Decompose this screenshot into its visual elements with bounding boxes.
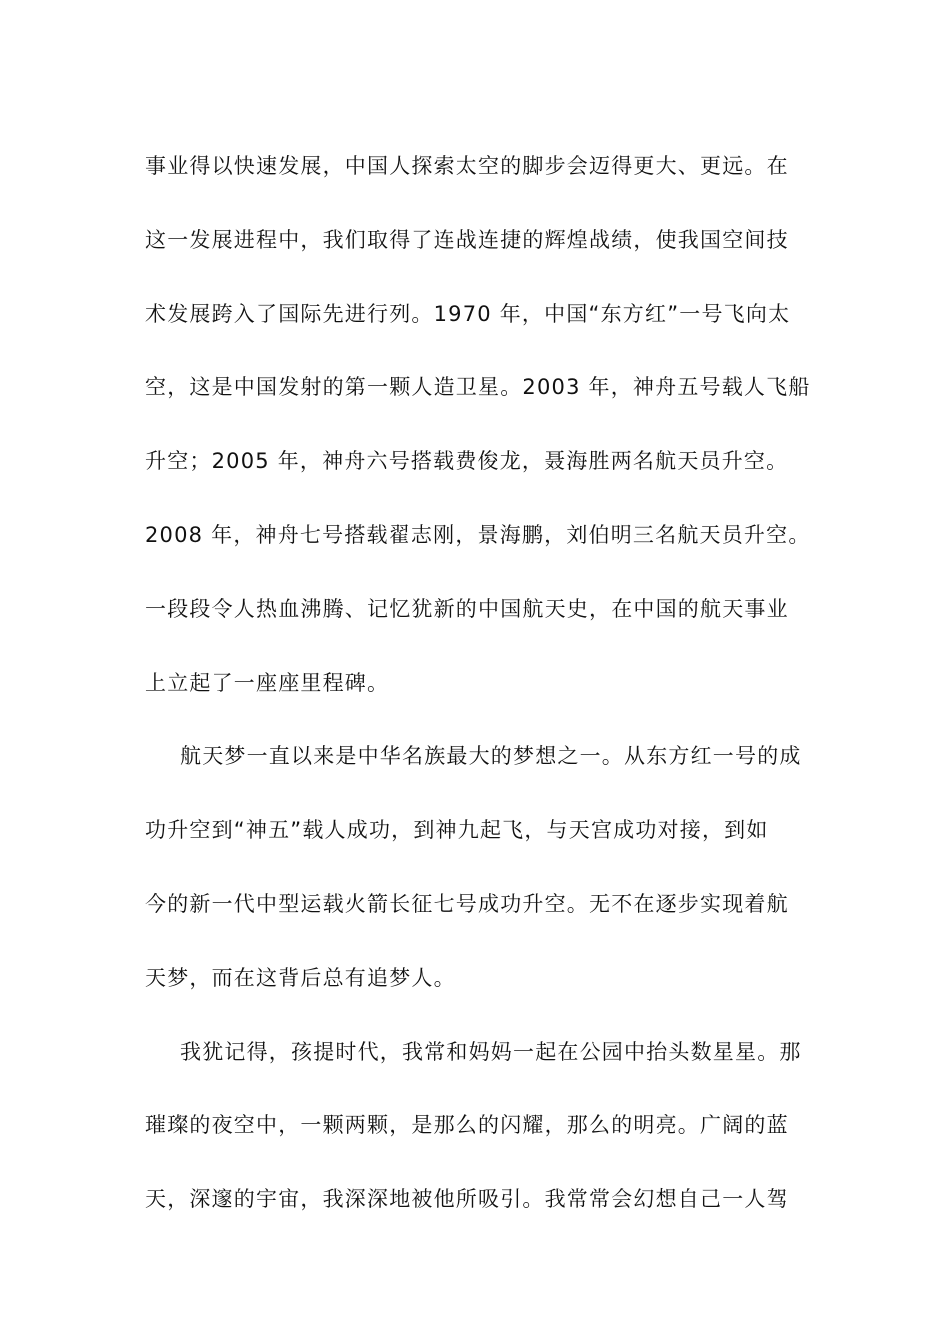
text-line: 璀璨的夜空中，一颗两颗，是那么的闪耀，那么的明亮。广阔的蓝 xyxy=(145,1113,789,1138)
text-line: 术发展跨入了国际先进行列。1970 年，中国“东方红”一号飞向太 xyxy=(145,301,791,326)
text-line: 天梦，而在这背后总有追梦人。 xyxy=(145,965,456,990)
text-line: 上立起了一座座里程碑。 xyxy=(145,670,390,695)
text-line: 今的新一代中型运载火箭长征七号成功升空。无不在逐步实现着航 xyxy=(145,891,789,916)
paragraph-start-line: 我犹记得，孩提时代，我常和妈妈一起在公园中抬头数星星。那 xyxy=(180,1039,802,1064)
paragraph-start-line: 航天梦一直以来是中华名族最大的梦想之一。从东方红一号的成 xyxy=(180,744,802,769)
text-line: 天，深邃的宇宙，我深深地被他所吸引。我常常会幻想自己一人驾 xyxy=(145,1187,789,1212)
text-line: 升空；2005 年，神舟六号搭载费俊龙，聂海胜两名航天员升空。 xyxy=(145,449,789,474)
text-line: 空，这是中国发射的第一颗人造卫星。2003 年，神舟五号载人飞船 xyxy=(145,375,811,400)
text-line: 这一发展进程中，我们取得了连战连捷的辉煌战绩，使我国空间技 xyxy=(145,227,789,252)
text-line: 2008 年，神舟七号搭载翟志刚，景海鹏，刘伯明三名航天员升空。 xyxy=(145,522,811,547)
body-text xyxy=(145,130,810,1237)
text-line: 事业得以快速发展，中国人探索太空的脚步会迈得更大、更远。在 xyxy=(145,154,789,178)
text-line: 一段段令人热血沸腾、记忆犹新的中国航天史，在中国的航天事业 xyxy=(145,596,789,621)
text-line: 功升空到“神五”载人成功，到神九起飞，与天宫成功对接，到如 xyxy=(145,818,769,843)
